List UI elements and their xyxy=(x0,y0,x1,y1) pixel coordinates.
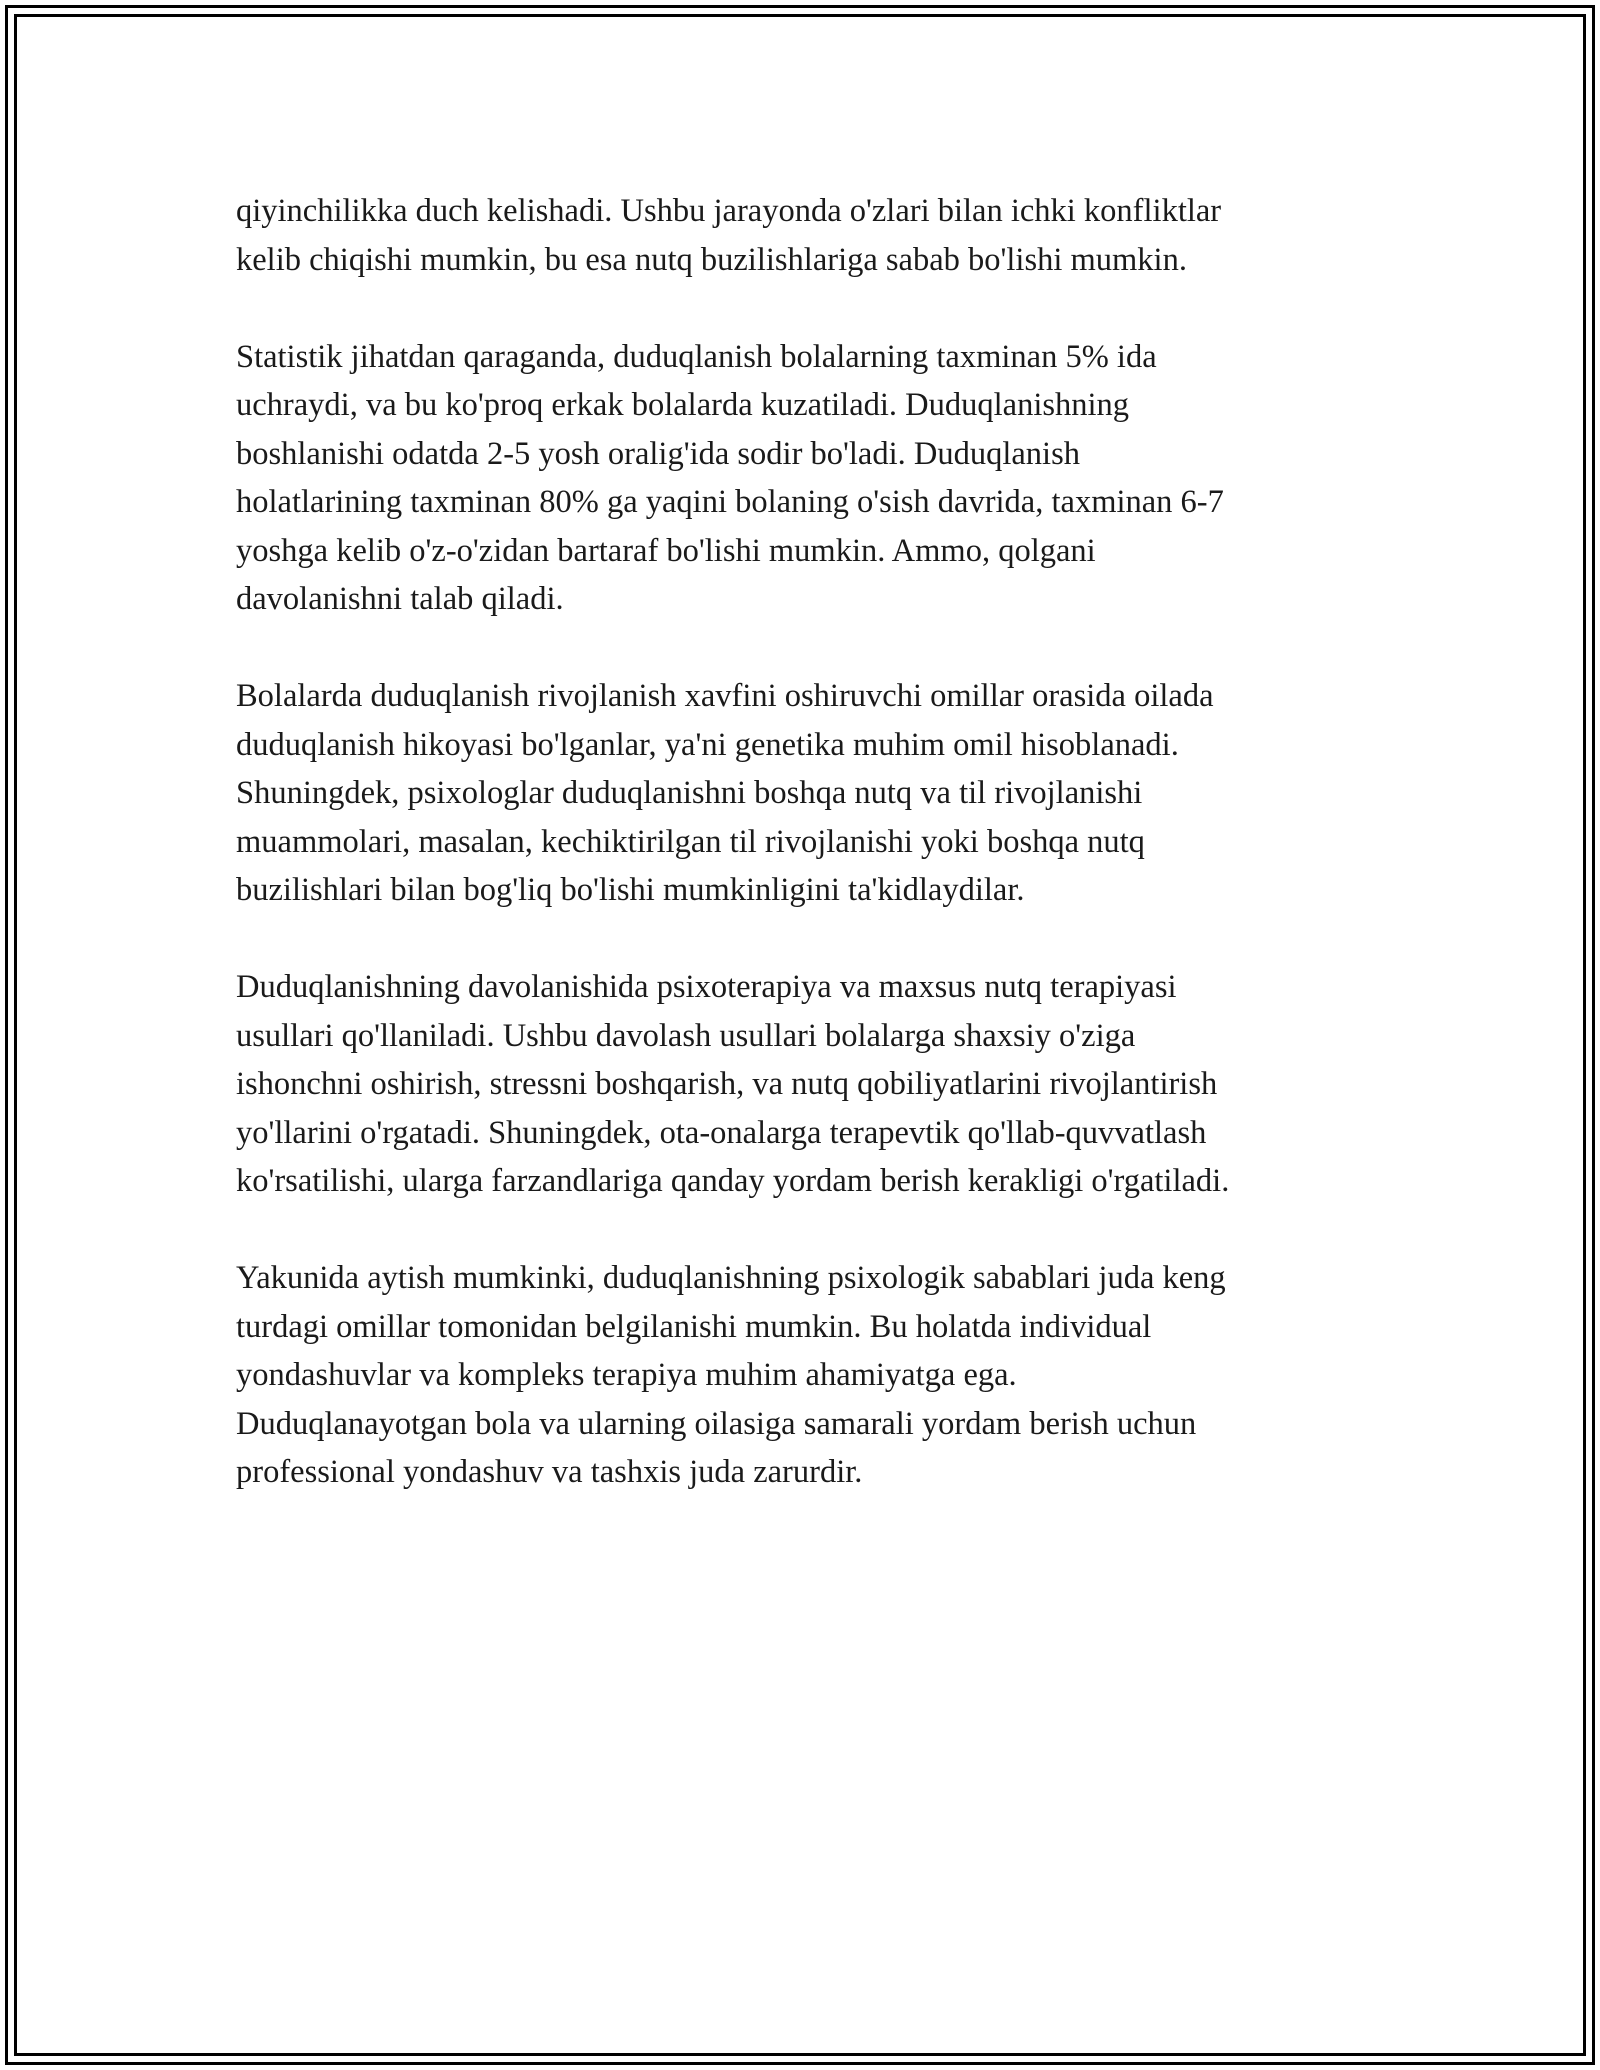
paragraph-5 xyxy=(236,1254,1366,1497)
text-line: Yakunida aytish mumkinki, duduqlanishning psixologik sabablari juda keng xyxy=(236,1260,1226,1296)
text-line: Shuningdek, psixologlar duduqlanishni boshqa nutq va til rivojlanishi xyxy=(236,775,1143,811)
text-line: davolanishni talab qiladi. xyxy=(236,581,564,617)
text-line: professional yondashuv va tashxis juda zarurdir. xyxy=(236,1454,863,1490)
paragraph-3 xyxy=(236,672,1366,915)
text-line: turdagi omillar tomonidan belgilanishi mumkin. Bu holatda individual xyxy=(236,1308,1152,1345)
text-line: yondashuvlar va kompleks terapiya muhim ahamiyatga ega. xyxy=(236,1357,1017,1393)
text-line: Statistik jihatdan qaraganda, duduqlanish bolalarning taxminan 5% ida xyxy=(236,338,1157,375)
text-line: duduqlanish hikoyasi bo'lganlar, ya'ni genetika muhim omil hisoblanadi. xyxy=(236,726,1179,763)
text-line: qiyinchilikka duch kelishadi. Ushbu jarayonda o'zlari bilan ichki konfliktlar xyxy=(236,193,1222,229)
text-line: Bolalarda duduqlanish rivojlanish xavfini oshiruvchi omillar orasida oilada xyxy=(236,678,1214,714)
text-line: Duduqlanishning davolanishida psixoterapiya va maxsus nutq terapiyasi xyxy=(236,969,1177,1005)
paragraph-1 xyxy=(236,187,1366,284)
text-line: yo'llarini o'rgatadi. Shuningdek, ota-onalarga terapevtik qo'llab-quvvatlash xyxy=(236,1114,1207,1151)
text-line: kelib chiqishi mumkin, bu esa nutq buzilishlariga sabab bo'lishi mumkin. xyxy=(236,241,1187,278)
text-line: Duduqlanayotgan bola va ularning oilasiga samarali yordam berish uchun xyxy=(236,1405,1197,1442)
paragraph-4 xyxy=(236,963,1366,1206)
paragraph-2 xyxy=(236,333,1366,624)
document-body xyxy=(236,187,1366,1545)
text-line: ishonchni oshirish, stressni boshqarish, va nutq qobiliyatlarini rivojlantirish xyxy=(236,1066,1218,1102)
text-line: uchraydi, va bu ko'proq erkak bolalarda kuzatiladi. Duduqlanishning xyxy=(236,387,1130,423)
text-line: buzilishlari bilan bog'liq bo'lishi mumkinligini ta'kidlaydilar. xyxy=(236,872,1025,908)
text-line: holatlarining taxminan 80% ga yaqini bolaning o'sish davrida, taxminan 6-7 xyxy=(236,484,1224,520)
text-line: muammolari, masalan, kechiktirilgan til rivojlanishi yoki boshqa nutq xyxy=(236,823,1145,860)
text-line: yoshga kelib o'z-o'zidan bartaraf bo'lishi mumkin. Ammo, qolgani xyxy=(236,532,1096,569)
text-line: usullari qo'llaniladi. Ushbu davolash usullari bolalarga shaxsiy o'ziga xyxy=(236,1017,1136,1054)
text-line: ko'rsatilishi, ularga farzandlariga qanday yordam berish kerakligi o'rgatiladi. xyxy=(236,1163,1230,1199)
text-line: boshlanishi odatda 2-5 yosh oralig'ida sodir bo'ladi. Duduqlanish xyxy=(236,435,1080,472)
